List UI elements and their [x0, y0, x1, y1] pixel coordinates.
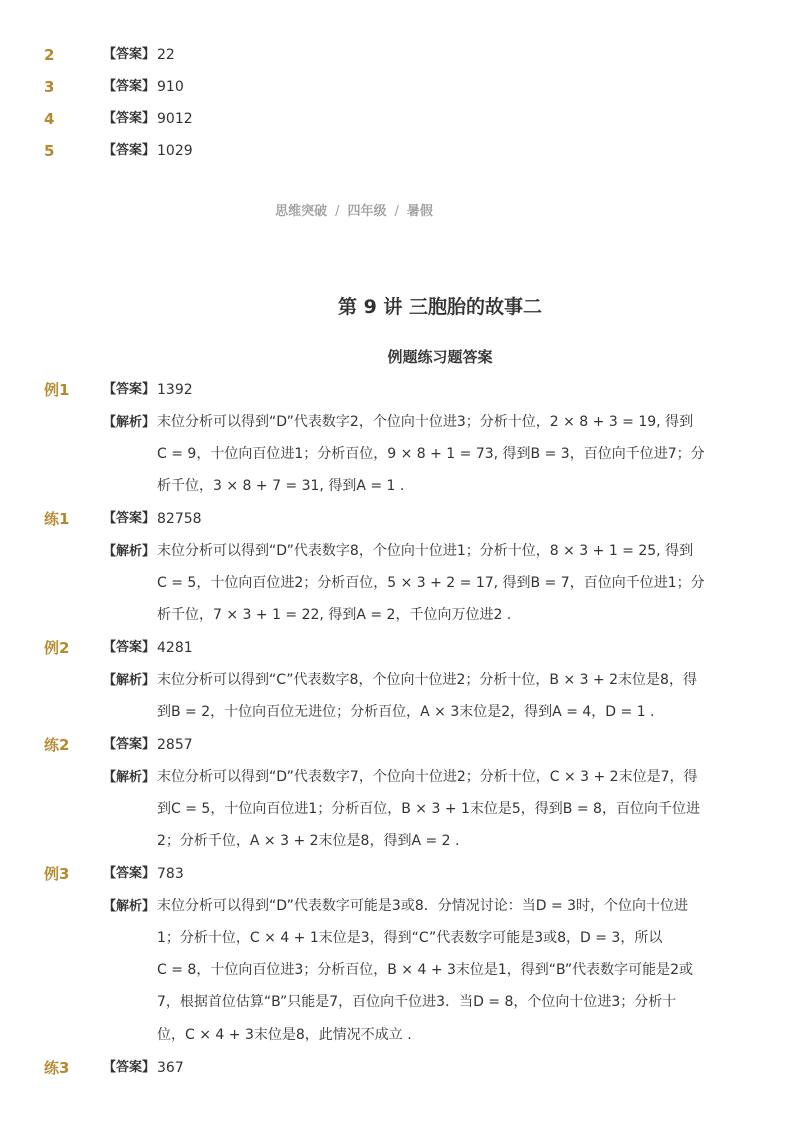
answer-tag: 【答案】: [103, 866, 156, 881]
analysis-text: 位，C × 4 + 3末位是8，此情况不成立 .: [157, 1027, 412, 1043]
question-number: 5: [44, 142, 55, 160]
question-number: 4: [44, 110, 55, 128]
analysis-text: 2；分析千位，A × 3 + 2末位是8，得到A = 2 .: [157, 833, 460, 849]
answer-value: 783: [157, 866, 184, 882]
breadcrumb-item: 四年级: [347, 204, 387, 219]
breadcrumb-item: 暑假: [406, 204, 433, 219]
answer-tag: 【答案】: [103, 79, 156, 94]
analysis-text: 末位分析可以得到“D”代表数字7，个位向十位进2；分析十位，C × 3 + 2末位是7，得: [157, 769, 698, 785]
section-title: 例题练习题答案: [387, 348, 493, 366]
analysis-line: [103, 767, 698, 788]
problem-label: 练2: [44, 736, 70, 754]
analysis-text: 析千位，3 × 8 + 7 = 31, 得到A = 1 .: [157, 478, 405, 494]
answer-value: 367: [157, 1060, 184, 1076]
answer-tag: 【答案】: [103, 1060, 156, 1075]
answer-value: 910: [157, 79, 184, 95]
answer-value: 1392: [157, 382, 193, 398]
analysis-text: 7，根据首位估算“B”只能是7，百位向千位进3．当D = 8，个位向十位进3；分析十: [157, 994, 677, 1010]
analysis-tag: 【解析】: [103, 899, 156, 914]
answer-tag: 【答案】: [103, 511, 156, 526]
analysis-tag: 【解析】: [103, 544, 156, 559]
problem-label: 例3: [44, 865, 70, 883]
analysis-tag: 【解析】: [103, 415, 156, 430]
question-number: 2: [44, 46, 55, 64]
answer-tag: 【答案】: [103, 111, 156, 126]
answer-tag: 【答案】: [103, 47, 156, 62]
analysis-text: 末位分析可以得到“D”代表数字2，个位向十位进3；分析十位，2 × 8 + 3 = 19, 得到: [157, 414, 694, 430]
answer-value: 22: [157, 47, 175, 63]
analysis-text: C = 5，十位向百位进2；分析百位，5 × 3 + 2 = 17, 得到B = 7，百位向千位进1；分: [157, 575, 705, 591]
analysis-text: 1；分析十位，C × 4 + 1末位是3，得到“C”代表数字可能是3或8，D = 3，所以: [157, 930, 663, 946]
breadcrumb-item: 思维突破: [275, 204, 328, 219]
analysis-text: C = 8，十位向百位进3；分析百位，B × 4 + 3末位是1，得到“B”代表数字可能是2或: [157, 962, 694, 978]
analysis-tag: 【解析】: [103, 673, 156, 688]
problem-label: 例1: [44, 381, 70, 399]
answer-value: 1029: [157, 143, 193, 159]
analysis-line: [103, 412, 694, 433]
answer-tag: 【答案】: [103, 382, 156, 397]
breadcrumb-separator: /: [335, 204, 340, 219]
answer-tag: 【答案】: [103, 640, 156, 655]
answer-value: 2857: [157, 737, 193, 753]
analysis-text: 到C = 5，十位向百位进1；分析百位，B × 3 + 1末位是5，得到B = 8，百位向千位进: [157, 801, 700, 817]
problem-label: 练1: [44, 510, 70, 528]
answer-value: 4281: [157, 640, 193, 656]
analysis-text: 到B = 2，十位向百位无进位；分析百位，A × 3末位是2，得到A = 4，D = 1 .: [157, 704, 655, 720]
breadcrumb: [0, 200, 708, 219]
question-number: 3: [44, 78, 55, 96]
lecture-title: 第 9 讲 三胞胎的故事二: [337, 296, 543, 318]
answer-value: 82758: [157, 511, 202, 527]
analysis-text: 末位分析可以得到“C”代表数字8，个位向十位进2；分析十位，B × 3 + 2末位是8，得: [157, 672, 697, 688]
analysis-text: 末位分析可以得到“D”代表数字8，个位向十位进1；分析十位，8 × 3 + 1 = 25, 得到: [157, 543, 694, 559]
answer-tag: 【答案】: [103, 737, 156, 752]
analysis-text: 末位分析可以得到“D”代表数字可能是3或8．分情况讨论：当D = 3时，个位向十位进: [157, 898, 689, 914]
problem-label: 练3: [44, 1059, 70, 1077]
analysis-line: [103, 541, 694, 562]
analysis-text: 析千位，7 × 3 + 1 = 22, 得到A = 2，千位向万位进2 .: [157, 607, 512, 623]
analysis-line: [103, 896, 689, 917]
analysis-text: C = 9，十位向百位进1；分析百位，9 × 8 + 1 = 73, 得到B = 3，百位向千位进7；分: [157, 446, 705, 462]
answer-value: 9012: [157, 111, 193, 127]
breadcrumb-separator: /: [394, 204, 399, 219]
analysis-tag: 【解析】: [103, 770, 156, 785]
analysis-line: [103, 670, 697, 691]
problem-label: 例2: [44, 639, 70, 657]
answer-tag: 【答案】: [103, 143, 156, 158]
